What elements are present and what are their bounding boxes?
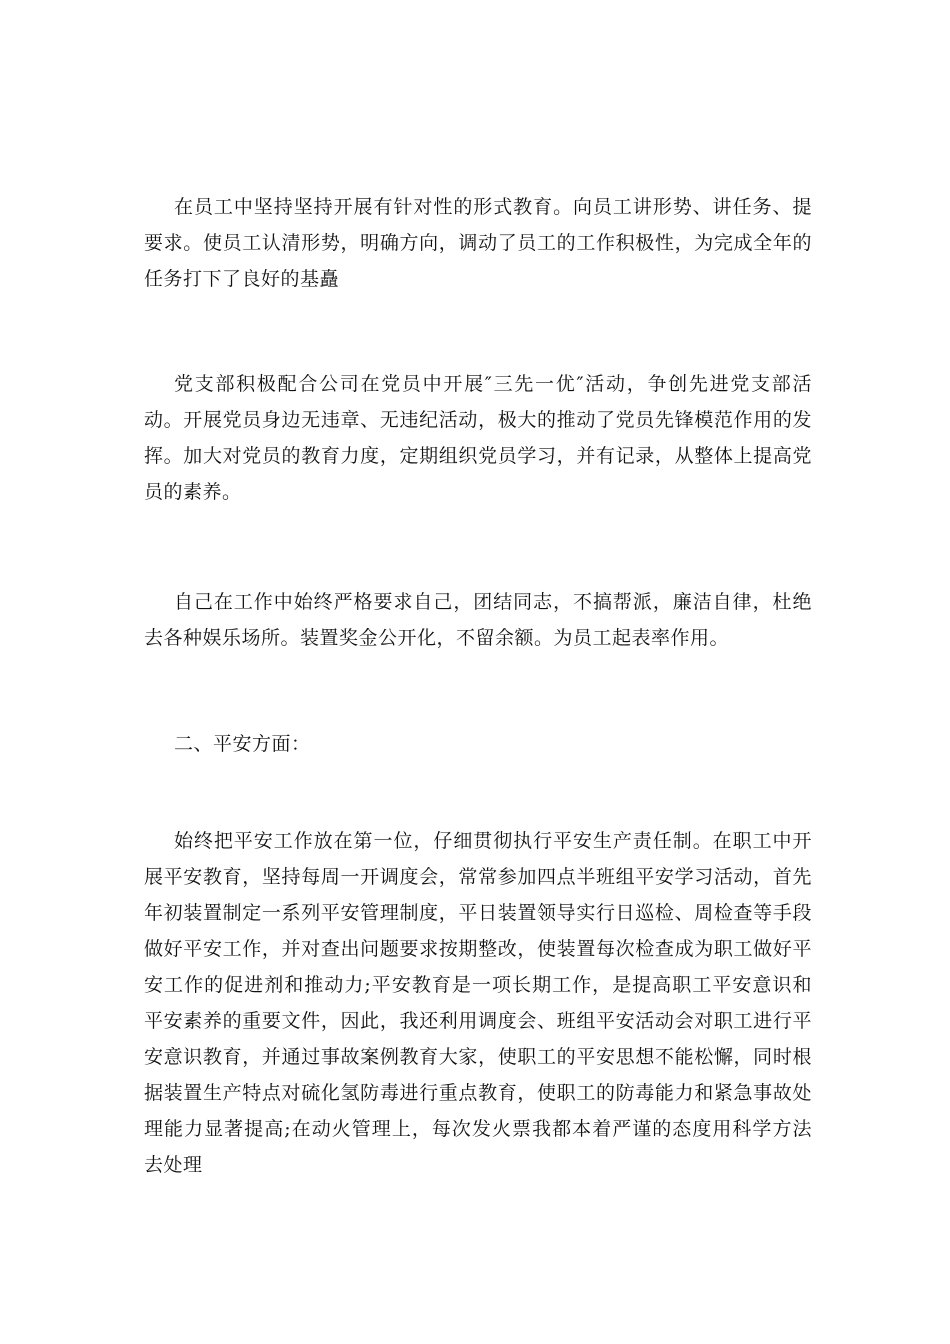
- paragraph-self-discipline: 自己在工作中始终严格要求自己，团结同志，不搞帮派，廉洁自律，杜绝去各种娱乐场所。装置奖金公开化，不留余额。为员工起表率作用。: [144, 591, 812, 649]
- section-heading-safety: 二、平安方面：: [174, 733, 311, 755]
- paragraph-staff-education: 在员工中坚持坚持开展有针对性的形式教育。向员工讲形势、讲任务、提要求。使员工认清形势，明确方向，调动了员工的工作积极性，为完成全年的任务打下了良好的基矗: [144, 196, 812, 290]
- paragraph-party-branch: 党支部积极配合公司在党员中开展″三先一优″活动，争创先进党支部活动。开展党员身边无违章、无违纪活动，极大的推动了党员先锋模范作用的发挥。加大对党员的教育力度，定期组织党员学习，并有记录，从整体上提高党员的素养。: [144, 373, 812, 503]
- paragraph-safety-work: 始终把平安工作放在第一位，仔细贯彻执行平安生产责任制。在职工中开展平安教育，坚持每周一开调度会，常常参加四点半班组平安学习活动，首先年初装置制定一系列平安管理制度，平日装置领导实行日巡检、周检查等手段做好平安工作，并对查出问题要求按期整改，使装置每次检查成为职工做好平安工作的促进剂和推动力;平安教育是一项长期工作，是提高职工平安意识和平安素养的重要文件，因此，我还利用调度会、班组平安活动会对职工进行平安意识教育，并通过事故案例教育大家，使职工的平安思想不能松懈，同时根据装置生产特点对硫化氢防毒进行重点教育，使职工的防毒能力和紧急事故处理能力显著提高;在动火管理上，每次发火票我都本着严谨的态度用科学方法去处理: [144, 830, 812, 1176]
